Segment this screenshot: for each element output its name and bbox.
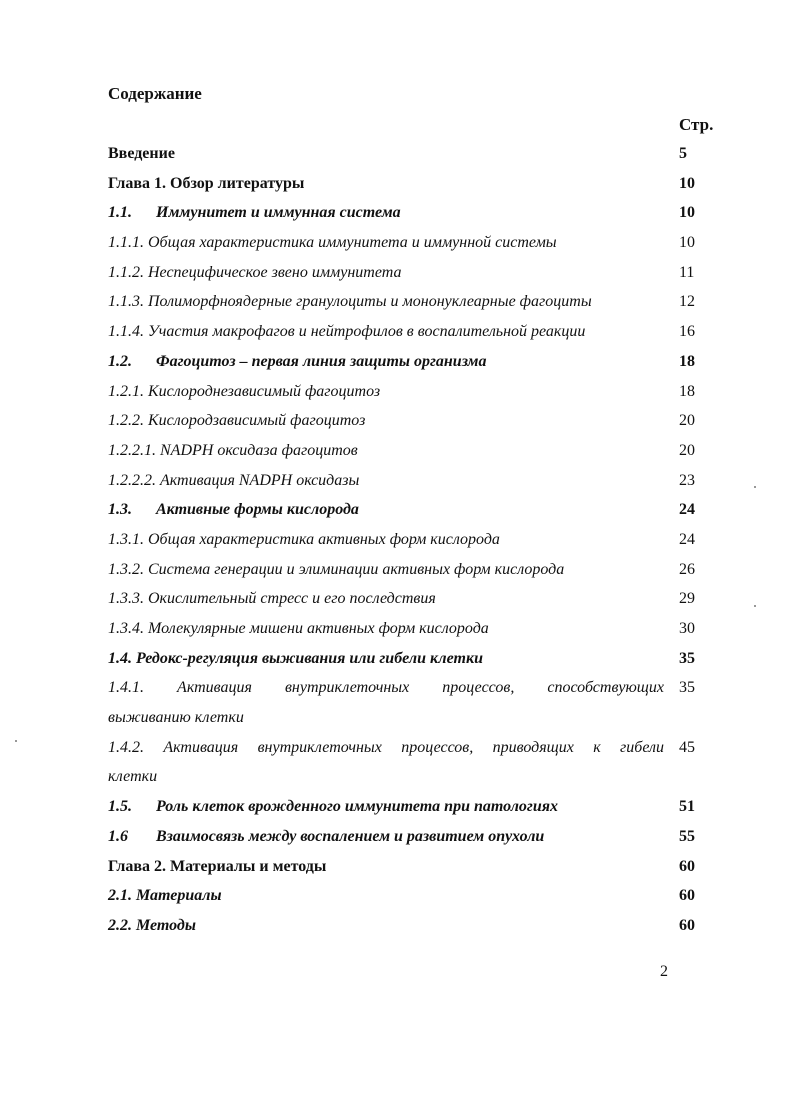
toc-entry-1-4-1-word: Активация bbox=[177, 679, 252, 697]
toc-entry-title: 1.4. Редокс-регуляция выживания или гибели клетки bbox=[108, 649, 483, 667]
toc-entry-page: 60 bbox=[679, 916, 695, 934]
toc-entry-1-4-1-line2: выживанию клетки bbox=[108, 709, 244, 727]
toc-entry bbox=[108, 614, 708, 644]
toc-entry bbox=[108, 495, 708, 525]
page-column-header: Стр. bbox=[679, 115, 714, 134]
toc-entry-1-4-2-line1: 1.4.2. Активация внутриклеточных процессов, приводящих к гибели bbox=[108, 738, 664, 756]
toc-entry-1-4-2-line2: клетки bbox=[108, 768, 158, 786]
toc-entry bbox=[108, 347, 708, 377]
toc-entry-page: 60 bbox=[679, 857, 695, 875]
toc-entry-page: 24 bbox=[679, 501, 695, 519]
toc-entry-page: 10 bbox=[679, 204, 695, 222]
toc-entry-title bbox=[108, 347, 487, 377]
toc-entry-page: 18 bbox=[679, 352, 695, 370]
toc-entry-1-4-1-line1 bbox=[108, 673, 664, 703]
toc-entry-page: 20 bbox=[679, 412, 695, 430]
toc-entry-page: 24 bbox=[679, 530, 695, 548]
toc-entry-page: 16 bbox=[679, 323, 695, 341]
toc-entry-page: 5 bbox=[679, 145, 687, 162]
toc-entry-page: 23 bbox=[679, 471, 695, 489]
toc-entry-1-4-1-word: внутриклеточных bbox=[284, 679, 410, 697]
toc-entry bbox=[108, 852, 708, 882]
toc-entry-1-4-1 bbox=[108, 673, 708, 732]
toc-entry bbox=[108, 822, 708, 852]
toc-entry bbox=[108, 198, 708, 228]
toc-entry bbox=[108, 584, 708, 614]
toc-entry-title: 1.2.2.2. Активация NADPH оксидазы bbox=[108, 471, 360, 489]
toc-entry-title bbox=[108, 495, 359, 525]
toc-entry-title: 1.3.1. Общая характеристика активных форм кислорода bbox=[108, 530, 500, 548]
toc-entry-text: Фагоцитоз – первая линия защиты организма bbox=[156, 352, 487, 370]
toc-entry-number: 1.3. bbox=[108, 501, 132, 519]
toc-entry-text: Активные формы кислорода bbox=[156, 501, 359, 519]
toc-entry-title: 1.1.1. Общая характеристика иммунитета и иммунной системы bbox=[108, 234, 557, 252]
toc-entry-title bbox=[108, 822, 544, 852]
toc-entry-page: 10 bbox=[679, 234, 695, 252]
toc-entry-page: 60 bbox=[679, 887, 695, 905]
toc-entry bbox=[108, 317, 708, 347]
toc-entry-title: 1.1.2. Неспецифическое звено иммунитета bbox=[108, 263, 402, 281]
toc-entry-title: Введение bbox=[108, 145, 175, 162]
toc-entry-title: 1.2.2. Кислородзависимый фагоцитоз bbox=[108, 412, 366, 430]
toc-entry bbox=[108, 466, 708, 496]
toc-entry-title: 2.1. Материалы bbox=[108, 887, 222, 905]
toc-entry bbox=[108, 228, 708, 258]
toc-entry-page: 51 bbox=[679, 798, 695, 816]
toc-entry bbox=[108, 169, 708, 199]
toc-entry-page: 35 bbox=[679, 649, 695, 667]
toc-entry-page: 12 bbox=[679, 293, 695, 311]
toc-entry-title: 1.3.4. Молекулярные мишени активных форм кислорода bbox=[108, 620, 489, 637]
toc-entry bbox=[108, 644, 708, 674]
toc-entry bbox=[108, 436, 708, 466]
toc-entry-1-4-2-page: 45 bbox=[679, 738, 695, 756]
toc-entry-page: 26 bbox=[679, 560, 695, 578]
toc-entry bbox=[108, 911, 708, 941]
toc-entry-title: 1.1.4. Участия макрофагов и нейтрофилов в воспалительной реакции bbox=[108, 323, 586, 341]
toc-entry bbox=[108, 792, 708, 822]
scan-speck bbox=[15, 740, 17, 742]
toc-entry-1-4-2 bbox=[108, 733, 708, 792]
toc-entry-title: Глава 2. Материалы и методы bbox=[108, 857, 327, 875]
toc-entry bbox=[108, 258, 708, 288]
page-heading: Содержание bbox=[108, 84, 202, 103]
toc-entry bbox=[108, 377, 708, 407]
toc-entry bbox=[108, 555, 708, 585]
toc-entry bbox=[108, 406, 708, 436]
toc-entry-page: 10 bbox=[679, 174, 695, 192]
toc-entry bbox=[108, 139, 708, 169]
toc-entry-page: 20 bbox=[679, 441, 695, 459]
page-number: 2 bbox=[660, 963, 668, 980]
scan-speck bbox=[754, 486, 756, 488]
toc-entry-text: Иммунитет и иммунная система bbox=[156, 204, 401, 222]
toc-entry-number: 1.6 bbox=[108, 827, 128, 845]
toc-entry bbox=[108, 525, 708, 555]
toc-entry-number: 1.1. bbox=[108, 204, 132, 222]
toc-entry-page: 55 bbox=[679, 827, 695, 845]
toc-entry-text: Роль клеток врожденного иммунитета при патологиях bbox=[156, 798, 558, 816]
toc-entry-title: 1.2.1. Кислороднезависимый фагоцитоз bbox=[108, 382, 381, 400]
scan-speck bbox=[754, 605, 756, 607]
toc-entry-page: 11 bbox=[679, 263, 695, 281]
toc-entry-title: 1.3.2. Система генерации и элиминации активных форм кислорода bbox=[108, 560, 565, 578]
toc-entry-title: Глава 1. Обзор литературы bbox=[108, 174, 305, 192]
toc-entry-title: 1.1.3. Полиморфноядерные гранулоциты и мононуклеарные фагоциты bbox=[108, 293, 592, 311]
toc-entry bbox=[108, 287, 708, 317]
toc-entry-number: 1.5. bbox=[108, 798, 132, 816]
table-of-contents bbox=[108, 139, 708, 941]
toc-entry-1-4-1-page: 35 bbox=[679, 679, 695, 697]
toc-entry-page: 30 bbox=[679, 620, 695, 637]
toc-entry-title: 1.3.3. Окислительный стресс и его последствия bbox=[108, 590, 436, 608]
toc-entry-1-4-1-word: способствующих bbox=[547, 679, 664, 697]
toc-entry-text: Взаимосвязь между воспалением и развитием опухоли bbox=[156, 827, 545, 845]
toc-entry-title: 2.2. Методы bbox=[108, 916, 196, 934]
toc-entry-title: 1.2.2.1. NADPH оксидаза фагоцитов bbox=[108, 441, 358, 459]
toc-entry-page: 29 bbox=[679, 590, 695, 608]
toc-entry-title bbox=[108, 792, 558, 822]
toc-entry-number: 1.2. bbox=[108, 352, 132, 370]
toc-entry-page: 18 bbox=[679, 382, 695, 400]
toc-entry-1-4-1-word: 1.4.1. bbox=[108, 679, 144, 697]
toc-entry-title bbox=[108, 198, 401, 228]
toc-entry-1-4-1-word: процессов, bbox=[442, 679, 515, 697]
toc-entry bbox=[108, 881, 708, 911]
